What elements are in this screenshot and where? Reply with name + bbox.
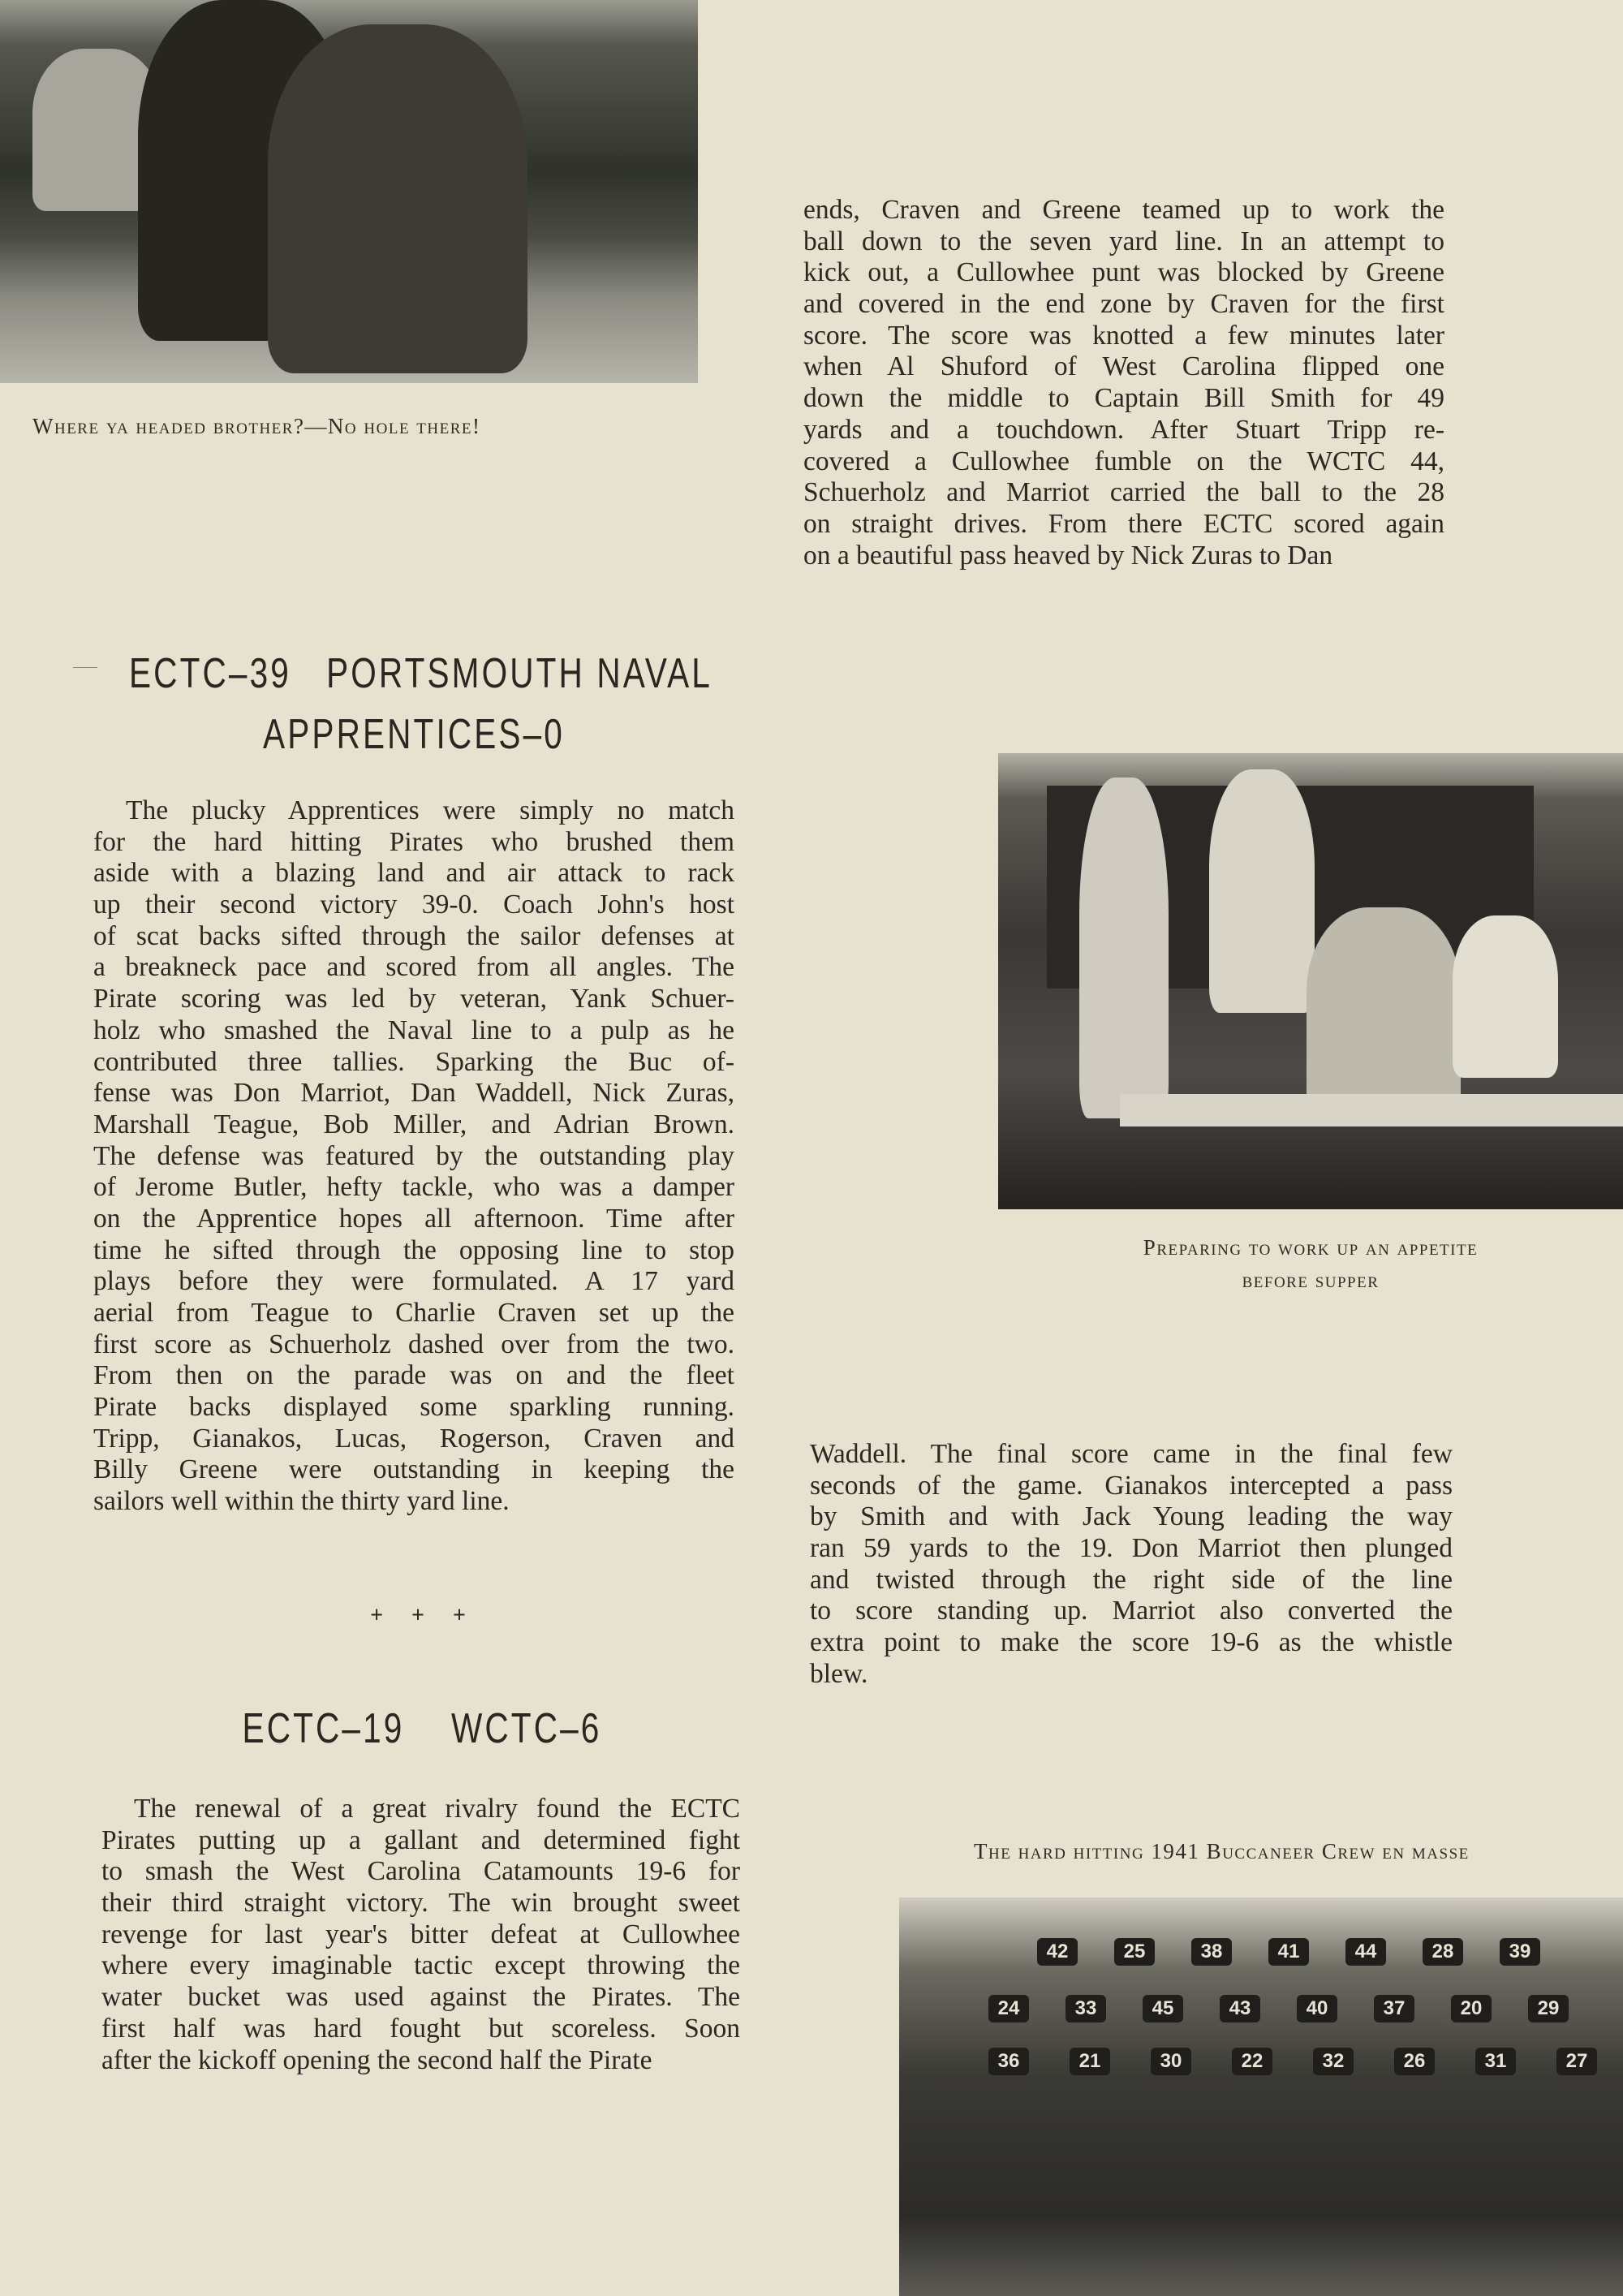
text-line: covered a Cullowhee fumble on the WCTC 44,	[803, 446, 1444, 476]
photo-figure	[1209, 769, 1315, 1013]
jersey-number: 22	[1232, 2048, 1272, 2075]
jersey-number: 42	[1037, 1938, 1078, 1966]
text-line: to smash the West Carolina Catamounts 19-6 for	[101, 1856, 740, 1887]
game1-article	[93, 795, 734, 1518]
text-line: and covered in the end zone by Craven for the first	[803, 289, 1444, 320]
jersey-number: 20	[1451, 1995, 1492, 2022]
section-separator: + + +	[370, 1603, 466, 1628]
photo-caption: Where ya headed brother?—No hole there!	[32, 414, 481, 438]
text-line: kick out, a Cullowhee punt was blocked by Greene	[803, 257, 1444, 288]
game1-heading-line1: ECTC–39 PORTSMOUTH NAVAL	[129, 650, 712, 697]
text-line: From then on the parade was on and the fleet	[93, 1360, 734, 1391]
text-line: score. The score was knotted a few minutes later	[803, 320, 1444, 351]
text-line: on straight drives. From there ECTC scored again	[803, 508, 1444, 539]
photo-figure	[1453, 915, 1558, 1078]
text-line: on the Apprentice hopes all afternoon. Time after	[93, 1203, 734, 1234]
text-line: contributed three tallies. Sparking the Buc of-	[93, 1046, 734, 1077]
jersey-number: 40	[1297, 1995, 1337, 2022]
jersey-number: 39	[1500, 1938, 1540, 1966]
jersey-number: 24	[988, 1995, 1029, 2022]
text-line: revenge for last year's bitter defeat at Cullowhee	[101, 1919, 740, 1949]
text-line: to score standing up. Marriot also converted the	[810, 1596, 1453, 1626]
text-line: Marshall Teague, Bob Miller, and Adrian Brown.	[93, 1109, 734, 1139]
text-line: ends, Craven and Greene teamed up to work the	[803, 195, 1444, 225]
text-line: a breakneck pace and scored from all angles. The	[93, 952, 734, 983]
text-line: extra point to make the score 19-6 as the whistle	[810, 1627, 1453, 1658]
text-line: holz who smashed the Naval line to a pulp as he	[93, 1014, 734, 1045]
divider	[73, 667, 97, 668]
text-line: Schuerholz and Marriot carried the ball to the 28	[803, 477, 1444, 508]
text-line: fense was Don Marriot, Dan Waddell, Nick Zuras,	[93, 1078, 734, 1109]
text-line: Pirate backs displayed some sparkling running.	[93, 1392, 734, 1423]
text-line: seconds of the game. Gianakos intercepted a pass	[810, 1470, 1453, 1501]
photo-figure	[1307, 907, 1461, 1118]
text-line: up their second victory 39-0. Coach John's host	[93, 890, 734, 920]
text-line: and twisted through the right side of the line	[810, 1564, 1453, 1595]
text-line: Billy Greene were outstanding in keeping the	[93, 1454, 734, 1485]
jersey-number: 31	[1475, 2048, 1516, 2075]
text-line: by Smith and with Jack Young leading the way	[810, 1501, 1453, 1532]
text-line: The defense was featured by the outstanding play	[93, 1140, 734, 1171]
jersey-number: 38	[1191, 1938, 1232, 1966]
text-line: yards and a touchdown. After Stuart Tripp re-	[803, 414, 1444, 445]
text-line: Tripp, Gianakos, Lucas, Rogerson, Craven and	[93, 1423, 734, 1454]
game1-heading-line2: APPRENTICES–0	[263, 711, 565, 758]
jersey-number: 25	[1114, 1938, 1155, 1966]
photo-caption: The hard hitting 1941 Buccaneer Crew en masse	[974, 1839, 1470, 1863]
article-continuation-middle	[810, 1439, 1453, 1691]
text-line: The renewal of a great rivalry found the ECTC	[134, 1794, 740, 1824]
jersey-number: 26	[1394, 2048, 1435, 2075]
text-line: time he sifted through the opposing line to stop	[93, 1234, 734, 1265]
article-continuation-top	[803, 195, 1444, 571]
jersey-number: 37	[1374, 1995, 1414, 2022]
text-line: ball down to the seven yard line. In an attempt to	[803, 226, 1444, 256]
text-line: on a beautiful pass heaved by Nick Zuras to Dan	[803, 540, 1333, 571]
text-line: water bucket was used against the Pirates. The	[101, 1982, 740, 2013]
jersey-number: 30	[1151, 2048, 1191, 2075]
jersey-number: 29	[1528, 1995, 1569, 2022]
jersey-number: 32	[1313, 2048, 1354, 2075]
text-line: ran 59 yards to the 19. Don Marriot then plunged	[810, 1533, 1453, 1564]
jersey-number: 45	[1143, 1995, 1183, 2022]
text-line: Waddell. The final score came in the final few	[810, 1439, 1453, 1469]
photo-team	[899, 1898, 1623, 2296]
photo-caption-line1: Preparing to work up an appetite	[1143, 1235, 1479, 1260]
text-line: aside with a blazing land and air attack to rack	[93, 858, 734, 889]
jersey-number: 28	[1423, 1938, 1463, 1966]
photo-caption-line2: before supper	[1242, 1268, 1380, 1292]
text-line: plays before they were formulated. A 17 yard	[93, 1266, 734, 1297]
jersey-number: 41	[1268, 1938, 1309, 1966]
text-line: after the kickoff opening the second half the Pirate	[101, 2044, 652, 2075]
game2-heading: ECTC–19 WCTC–6	[242, 1705, 602, 1752]
photo-figure	[1079, 778, 1169, 1118]
text-line: blew.	[810, 1658, 868, 1689]
photo-locker-room	[998, 753, 1623, 1209]
text-line: aerial from Teague to Charlie Craven set up the	[93, 1298, 734, 1328]
text-line: Pirate scoring was led by veteran, Yank Schuer-	[93, 984, 734, 1014]
text-line: where every imaginable tactic except throwing the	[101, 1950, 740, 1981]
photo-bench	[1120, 1094, 1623, 1126]
jersey-number: 36	[988, 2048, 1029, 2075]
text-line: when Al Shuford of West Carolina flipped one	[803, 351, 1444, 382]
text-line: down the middle to Captain Bill Smith for 49	[803, 383, 1444, 414]
game2-article	[101, 1794, 740, 2076]
text-line: their third straight victory. The win brought sweet	[101, 1888, 740, 1919]
jersey-number: 21	[1070, 2048, 1110, 2075]
jersey-number: 44	[1345, 1938, 1386, 1966]
jersey-number: 43	[1220, 1995, 1260, 2022]
text-line: sailors well within the thirty yard line.	[93, 1486, 510, 1517]
photo-figure	[268, 24, 527, 373]
jersey-number: 27	[1556, 2048, 1597, 2075]
text-line: Pirates putting up a gallant and determined fight	[101, 1824, 740, 1855]
photo-tackling-practice	[0, 0, 698, 383]
text-line: first score as Schuerholz dashed over from the two.	[93, 1329, 734, 1359]
text-line: of Jerome Butler, hefty tackle, who was a damper	[93, 1172, 734, 1203]
text-line: of scat backs sifted through the sailor defenses at	[93, 920, 734, 951]
jersey-number: 33	[1065, 1995, 1106, 2022]
text-line: for the hard hitting Pirates who brushed them	[93, 826, 734, 857]
text-line: first half was hard fought but scoreless. Soon	[101, 2013, 740, 2044]
text-line: The plucky Apprentices were simply no match	[126, 795, 734, 825]
